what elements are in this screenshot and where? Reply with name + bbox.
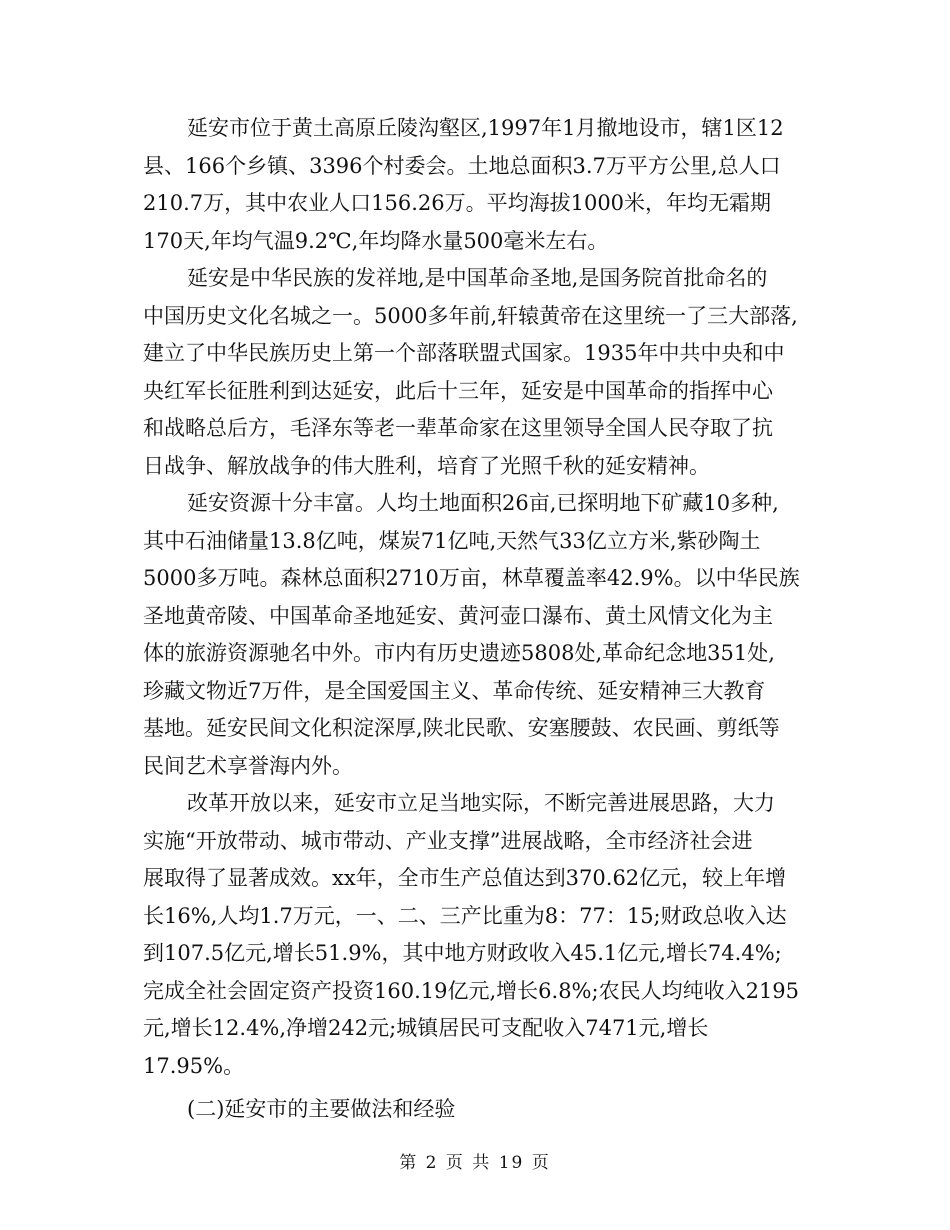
text-line: 和战略总后方，毛泽东等老一辈革命家在这里领导全国人民夺取了抗 bbox=[143, 416, 773, 440]
paragraph-history bbox=[143, 260, 813, 485]
paragraph-resources bbox=[143, 485, 813, 785]
text-line: 其中石油储量13.8亿吨，煤炭71亿吨,天然气33亿立方米,紫砂陶土 bbox=[143, 528, 761, 553]
text-line: 延安市位于黄土高原丘陵沟壑区,1997年1月撤地设市，辖1区12 bbox=[187, 116, 784, 140]
text-line: 到107.5亿元,增长51.9%，其中地方财政收入45.1亿元,增长74.4%; bbox=[143, 941, 782, 965]
section-heading: (二)延安市的主要做法和经验 bbox=[187, 1097, 456, 1121]
paragraph-economy bbox=[143, 785, 813, 1085]
text-line: 体的旅游资源驰名中外。市内有历史遗迹5808处,革命纪念地351处, bbox=[143, 641, 775, 665]
text-line: 珍藏文物近7万件，是全国爱国主义、革命传统、延安精神三大教育 bbox=[143, 678, 766, 703]
text-line: 央红军长征胜利到达延安，此后十三年，延安是中国革命的指挥中心 bbox=[143, 378, 773, 403]
page-number-footer: 第 2 页 共 19 页 bbox=[399, 1153, 551, 1173]
document-body bbox=[143, 110, 813, 1129]
text-line: 中国历史文化名城之一。5000多年前,轩辕黄帝在这里统一了三大部落, bbox=[143, 303, 798, 328]
text-line: 210.7万，其中农业人口156.26万。平均海拔1000米，年均无霜期 bbox=[143, 191, 772, 215]
text-line: 实施“开放带动、城市带动、产业支撑”进展战略，全市经济社会进 bbox=[143, 828, 753, 853]
text-line: 建立了中华民族历史上第一个部落联盟式国家。1935年中共中央和中 bbox=[143, 341, 785, 365]
text-line: 基地。延安民间文化积淀深厚,陕北民歌、安塞腰鼓、农民画、剪纸等 bbox=[143, 716, 780, 740]
text-line: 日战争、解放战争的伟大胜利，培育了光照千秋的延安精神。 bbox=[143, 453, 710, 478]
text-line: 县、166个乡镇、3396个村委会。土地总面积3.7万平方公里,总人口 bbox=[143, 153, 781, 178]
text-line: 长16%,人均1.7万元，一、二、三产比重为8：77：15;财政总收入达 bbox=[143, 903, 787, 928]
text-line: 民间艺术享誉海内外。 bbox=[143, 753, 353, 778]
text-line: 延安是中华民族的发祥地,是中国革命圣地,是国务院首批命名的 bbox=[187, 266, 768, 290]
text-line: 元,增长12.4%,净增242元;城镇居民可支配收入7471元,增长 bbox=[143, 1016, 709, 1040]
text-line: 170天,年均气温9.2℃,年均降水量500毫米左右。 bbox=[143, 228, 609, 253]
text-line: 5000多万吨。森林总面积2710万亩，林草覆盖率42.9%。以中华民族 bbox=[143, 566, 800, 590]
paragraph-overview bbox=[143, 110, 813, 260]
text-line: 完成全社会固定资产投资160.19亿元,增长6.8%;农民人均纯收入2195 bbox=[143, 978, 800, 1003]
text-line: 改革开放以来，延安市立足当地实际，不断完善进展思路，大力 bbox=[187, 791, 775, 815]
text-line: 延安资源十分丰富。人均土地面积26亩,已探明地下矿藏10多种, bbox=[187, 491, 779, 515]
text-line: 17.95%。 bbox=[143, 1053, 245, 1078]
text-line: 展取得了显著成效。xx年，全市生产总值达到370.62亿元，较上年增 bbox=[143, 866, 787, 890]
text-line: 圣地黄帝陵、中国革命圣地延安、黄河壶口瀑布、黄土风情文化为主 bbox=[143, 603, 773, 628]
